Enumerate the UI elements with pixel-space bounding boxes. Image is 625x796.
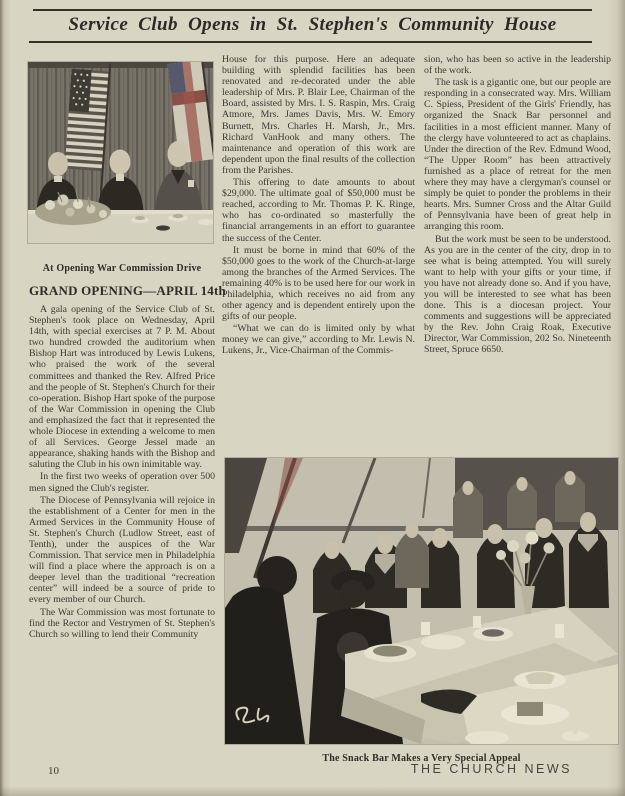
paragraph: In the first two weeks of operation over 500 men signed the Club's register. (29, 471, 215, 494)
paragraph: The War Commission was most fortunate to find the Rector and Vestrymen of St. Stephen's Church so willing to lend their Community (29, 606, 215, 640)
paragraph: But the work must be seen to be understood. As you are in the center of the city, drop in to see what is being attempted. You will surely want to help with your gifts or your time, if you have not already done so. And if you have, you will be interested to see what has been done. This is a diocesan project. Your comments and suggestions will be appreciated by the Rev. John Craig Roak, Executive Director, War Commission, 202 So. Nineteenth Street, Spruce 6650. (424, 233, 611, 356)
publication-name: THE CHURCH NEWS (410, 762, 572, 776)
masthead-rule-top (33, 9, 592, 11)
page-title: Service Club Opens in St. Stephen's Community House (68, 14, 557, 35)
paragraph: sion, who has been so active in the leadership of the work. (424, 54, 611, 77)
snack-bar-photo-caption: The Snack Bar Makes a Very Special Appeal (322, 753, 521, 764)
column-middle (222, 54, 415, 358)
column-right (424, 54, 611, 357)
paragraph: It must be borne in mind that 60% of the $50,000 goes to the work of the Church-at-large among the branches of the Armed Services. The remaining 40% is to be used here for our work in Philadelphia, which receives no aid from any other agency and is dependent entirely upon the gifts of our people. (222, 244, 415, 323)
article-heading: GRAND OPENING—APRIL 14th (29, 283, 226, 298)
war-commission-photo-art (28, 62, 213, 243)
paragraph: This offering to date amounts to about $29,000. The ultimate goal of $50,000 must be reached, according to Mr. Thomas P. K. Ringe, who has co-ordinated so masterfully the financial arrangements in an effort to guarantee the success of the Center. (222, 177, 415, 244)
war-commission-photo-caption: At Opening War Commission Drive (42, 263, 202, 274)
masthead-rule-bottom (29, 41, 592, 43)
column-left (29, 304, 215, 641)
paragraph: “What we can do is limited only by what money we can give,” according to Mr. Lewis N. Lukens, Jr., Vice-Chairman of the Commis- (222, 323, 415, 357)
snack-bar-photo (225, 458, 618, 744)
paragraph: The task is a gigantic one, but our people are responding in a consecrated way. Mrs. William C. Spiess, President of the Girls' Friendly, has organized the Snack Bar personnel and facilities in a most efficient manner. Many of the clergy have volunteered to act as chaplains. Under the direction of the Rev. Edmund Wood, “The Upper Room” has been attractively furnished as a place of retreat for the men where they may have a clergyman's counsel or simply be quiet to ponder the problems in their hearts. Mrs. Sumner Cross and the Altar Guild of Pennsylvania have been of great help in arranging this room. (424, 77, 611, 233)
paragraph: House for this purpose. Here an adequate building with splendid facilities has been renovated and re-decorated under the able leadership of Mrs. P. Blair Lee, Chairman of the Board, assisted by Mrs. I. S. Raspin, Mrs. Craig Atmore, Mrs. James Davis, Mrs. W. Emory Burnett, Mrs. Charles H. Marsh, Jr., Mrs. Richard VanHook and many others. The maintenance and operation of this work are dependent upon the final results of the collection from the Parishes. (222, 54, 415, 176)
paragraph: A gala opening of the Service Club of St. Stephen's took place on Wednesday, April 14th, with special exercises at 7 P. M. About two hundred crowded the auditorium when Bishop Hart was introduced by Lewis Lukens, who praised the work of the several committees and thanked the Rev. Alfred Price and the people of St. Stephen's Church for their co-operation. Bishop Hart spoke of the purpose of the War Commission in opening the Club and emphasized the fact that it represented the whole Diocese in extending a welcome to men of all Services. George Jessel made an appearance, shaking hands with the Bishop and saluting the Club in his own inimitable way. (29, 304, 215, 471)
snack-bar-photo-art (225, 458, 618, 744)
war-commission-photo (28, 62, 213, 243)
paragraph: The Diocese of Pennsylvania will rejoice in the establishment of a Center for men in the Armed Services in the Community House of St. Stephen's Church (Ludlow Street, east of Tenth), under the auspices of the War Commission. That service men in Philadelphia will find a place where the approach is on a deeper level than the traditional “recreation center” will indeed be a source of pride to every member of our Church. (29, 494, 215, 606)
page-number: 10 (48, 765, 59, 777)
